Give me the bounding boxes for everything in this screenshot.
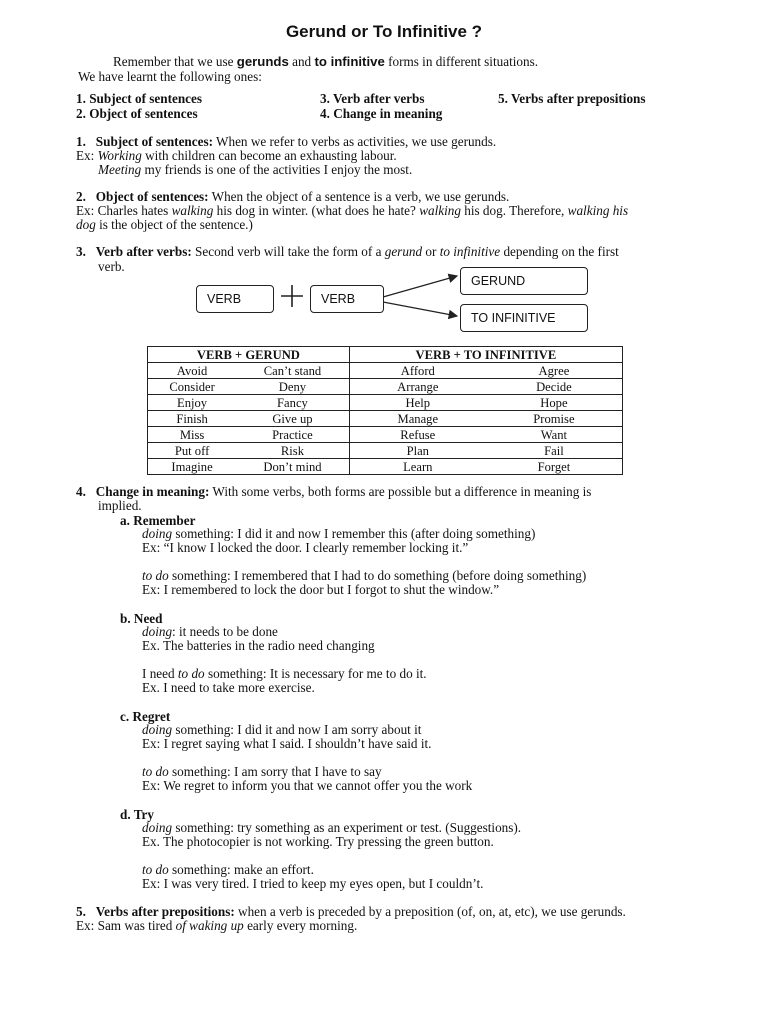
intro-gerunds: gerunds bbox=[236, 54, 289, 69]
table-cell: Manage bbox=[349, 411, 486, 427]
section-5-example: Ex: Sam was tired of waking up early every morning. bbox=[76, 918, 358, 933]
list-item-4: 4. Change in meaning bbox=[320, 106, 443, 121]
section-4-heading-cont: implied. bbox=[98, 498, 142, 513]
subsection-b-label: b. Need bbox=[120, 611, 163, 626]
subsection-c-label: c. Regret bbox=[120, 709, 171, 724]
table-cell: Agree bbox=[486, 363, 623, 379]
section-4-heading: 4. Change in meaning: With some verbs, both forms are possible but a difference in meaning is bbox=[76, 484, 592, 499]
subsection-b-doing-example: Ex. The batteries in the radio need changing bbox=[142, 638, 375, 653]
diagram-gerund-box: GERUND bbox=[460, 267, 588, 295]
list-item-5: 5. Verbs after prepositions bbox=[498, 91, 646, 106]
table-cell: Plan bbox=[349, 443, 486, 459]
verb-table bbox=[147, 346, 623, 475]
table-row bbox=[148, 411, 623, 427]
table-cell: Give up bbox=[236, 411, 349, 427]
table-row bbox=[148, 395, 623, 411]
subsection-d-todo-example: Ex: I was very tired. I tried to keep my eyes open, but I couldn’t. bbox=[142, 876, 484, 891]
section-5-heading: 5. Verbs after prepositions: when a verb is preceded by a preposition (of, on, at, etc), we use gerunds. bbox=[76, 904, 626, 919]
list-item-3: 3. Verb after verbs bbox=[320, 91, 425, 106]
table-cell: Fancy bbox=[236, 395, 349, 411]
subsection-d-todo: to do something: make an effort. bbox=[142, 862, 314, 877]
subsection-b-todo: I need to do something: It is necessary for me to do it. bbox=[142, 666, 427, 681]
table-cell: Miss bbox=[148, 427, 237, 443]
page-title: Gerund or To Infinitive ? bbox=[285, 22, 483, 41]
subsection-a-todo-example: Ex: I remembered to lock the door but I forgot to shut the window.” bbox=[142, 582, 500, 597]
diagram-arrows bbox=[0, 0, 768, 340]
subsection-a-doing: doing something: I did it and now I remember this (after doing something) bbox=[142, 526, 536, 541]
table-row bbox=[148, 459, 623, 475]
diagram-verb-box-2: VERB bbox=[310, 285, 384, 313]
arrow-to-gerund bbox=[383, 276, 457, 297]
subsection-c-todo: to do something: I am sorry that I have to say bbox=[142, 764, 382, 779]
subsection-a-doing-example: Ex: “I know I locked the door. I clearly remember locking it.” bbox=[142, 540, 469, 555]
table-cell: Deny bbox=[236, 379, 349, 395]
section-3-heading-cont: verb. bbox=[98, 259, 125, 274]
intro-suffix: forms in different situations. bbox=[384, 54, 539, 69]
table-cell: Learn bbox=[349, 459, 486, 475]
table-cell: Avoid bbox=[148, 363, 237, 379]
subsection-c-todo-example: Ex: We regret to inform you that we cannot offer you the work bbox=[142, 778, 473, 793]
intro-to-infinitive: to infinitive bbox=[314, 54, 385, 69]
section-1-example-1: Ex: Working with children can become an exhausting labour. bbox=[76, 148, 397, 163]
table-row bbox=[148, 443, 623, 459]
table-cell: Help bbox=[349, 395, 486, 411]
diagram-to-infinitive-box: TO INFINITIVE bbox=[460, 304, 588, 332]
table-cell: Finish bbox=[148, 411, 237, 427]
table-cell: Put off bbox=[148, 443, 237, 459]
diagram-verb-box-1: VERB bbox=[196, 285, 274, 313]
subsection-d-label: d. Try bbox=[120, 807, 154, 822]
table-cell: Enjoy bbox=[148, 395, 237, 411]
table-cell: Fail bbox=[486, 443, 623, 459]
table-cell: Refuse bbox=[349, 427, 486, 443]
subsection-a-todo: to do something: I remembered that I had to do something (before doing something) bbox=[142, 568, 587, 583]
table-cell: Practice bbox=[236, 427, 349, 443]
list-item-1: 1. Subject of sentences bbox=[76, 91, 202, 106]
table-cell: Arrange bbox=[349, 379, 486, 395]
table-cell: Promise bbox=[486, 411, 623, 427]
table-cell: Decide bbox=[486, 379, 623, 395]
table-header-gerund: VERB + GERUND bbox=[148, 347, 350, 363]
table-cell: Want bbox=[486, 427, 623, 443]
subsection-c-doing: doing something: I did it and now I am sorry about it bbox=[142, 722, 422, 737]
intro-and: and bbox=[288, 54, 315, 69]
intro-line-2: We have learnt the following ones: bbox=[78, 69, 262, 84]
section-1-example-2: Meeting my friends is one of the activities I enjoy the most. bbox=[98, 162, 413, 177]
table-cell: Can’t stand bbox=[236, 363, 349, 379]
subsection-c-doing-example: Ex: I regret saying what I said. I shouldn’t have said it. bbox=[142, 736, 432, 751]
table-row bbox=[148, 379, 623, 395]
section-2-heading: 2. Object of sentences: When the object of a sentence is a verb, we use gerunds. bbox=[76, 189, 510, 204]
table-row bbox=[148, 363, 623, 379]
table-row bbox=[148, 427, 623, 443]
subsection-b-todo-example: Ex. I need to take more exercise. bbox=[142, 680, 315, 695]
table-cell: Risk bbox=[236, 443, 349, 459]
subsection-a-label: a. Remember bbox=[120, 513, 196, 528]
intro-text: Remember that we use bbox=[113, 54, 237, 69]
subsection-d-doing-example: Ex. The photocopier is not working. Try pressing the green button. bbox=[142, 834, 494, 849]
table-cell: Imagine bbox=[148, 459, 237, 475]
table-header-infinitive: VERB + TO INFINITIVE bbox=[349, 347, 622, 363]
section-2-example-line-2: dog is the object of the sentence.) bbox=[76, 217, 253, 232]
table-cell: Hope bbox=[486, 395, 623, 411]
table-cell: Don’t mind bbox=[236, 459, 349, 475]
table-cell: Forget bbox=[486, 459, 623, 475]
arrow-to-infinitive bbox=[383, 302, 457, 316]
section-2-example-line-1: Ex: Charles hates walking his dog in winter. (what does he hate? walking his dog. Therefore, walking his bbox=[76, 203, 629, 218]
section-3-heading: 3. Verb after verbs: Second verb will take the form of a gerund or to infinitive depending on the first bbox=[76, 244, 619, 259]
table-cell: Afford bbox=[349, 363, 486, 379]
subsection-b-doing: doing: it needs to be done bbox=[142, 624, 278, 639]
table-cell: Consider bbox=[148, 379, 237, 395]
subsection-d-doing: doing something: try something as an experiment or test. (Suggestions). bbox=[142, 820, 522, 835]
list-item-2: 2. Object of sentences bbox=[76, 106, 198, 121]
section-1-heading: 1. Subject of sentences: When we refer to verbs as activities, we use gerunds. bbox=[76, 134, 497, 149]
